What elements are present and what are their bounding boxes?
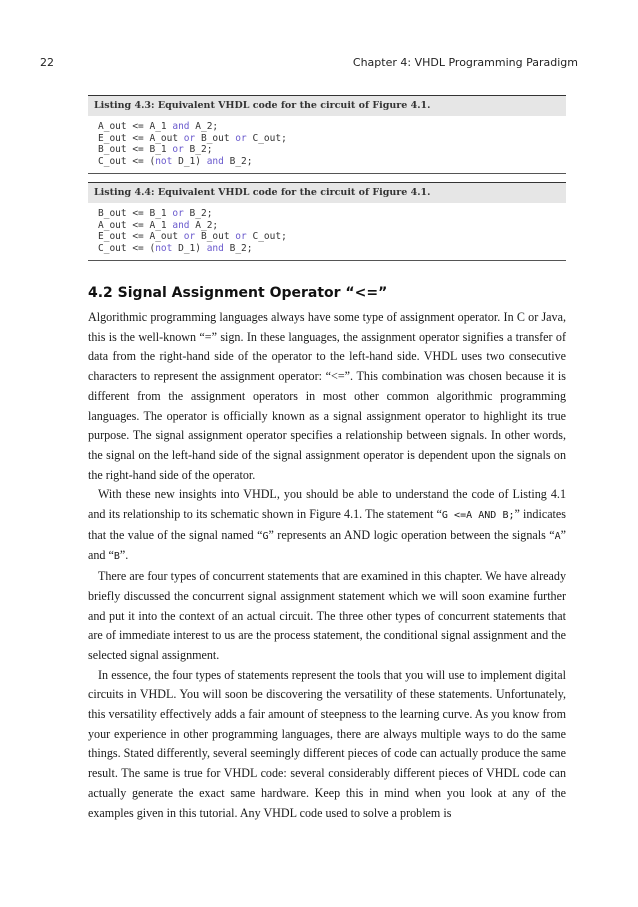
code-line [98, 243, 556, 255]
page-number: 22 [40, 56, 54, 69]
text-run: There are four types of concurrent statements that are examined in this chapter. We have already briefly discussed the concurrent signal assignment statement which we will soon examine further and put it into the context of an actual circuit. The three other types of concurrent statements that are of immediate interest to us are the process statement, the conditional signal assignment and the selected signal assignment. [88, 569, 566, 662]
page-header [40, 56, 578, 69]
code-text: B_2; [183, 208, 213, 219]
section-heading: 4.2 Signal Assignment Operator “<=” [88, 285, 388, 301]
code-keyword: or [172, 144, 184, 155]
code-text: C_out; [246, 231, 287, 242]
code-text: C_out <= ( [98, 155, 156, 167]
code-keyword: and [206, 155, 224, 167]
code-text: C_out <= ( [98, 242, 156, 254]
paragraph [88, 308, 566, 485]
code-line [98, 133, 556, 145]
code-keyword: not [155, 155, 173, 167]
text-run: ” represents an AND logic operation between the signals “ [268, 527, 555, 542]
code-text: B_2; [223, 155, 253, 167]
code-text: B_out [195, 231, 236, 242]
code-keyword: or [183, 231, 196, 242]
paragraph [88, 485, 566, 567]
code-block [88, 203, 566, 260]
code-text: D_1) [172, 242, 207, 254]
code-line [98, 220, 556, 232]
code-text: A_out <= A_1 [98, 121, 173, 132]
text-run: ” and “ [88, 527, 567, 563]
code-text: E_out <= A_out [98, 231, 184, 242]
code-text: E_out <= A_out [98, 132, 184, 144]
code-block [88, 116, 566, 173]
code-line [98, 231, 556, 243]
code-keyword: and [172, 121, 190, 132]
paragraph [88, 666, 566, 824]
code-keyword: or [183, 132, 196, 144]
text-run: Algorithmic programming languages always have some type of assignment operator. In C or Java, this is the well-known “=” sign. In these languages, the assignment operator signifies a transfer of data from the right-hand side of the operator to the left-hand side. VHDL uses two consecutive characters to represent the assignment operator: “<=”. This combination was chosen because it is different from the assignment operators in most other common algorithmic programming languages. The operator is officially known as a signal assignment operator to highlight its true purpose. The signal assignment operator specifies a relationship between signals. In other words, the signal on the left-hand side of the signal assignment operator is dependent upon the signals on the right-hand side of the operator. [88, 310, 566, 482]
text-run: With these new insights into VHDL, you should be able to understand the code of Listing 4.1 and its relationship to its schematic shown in Figure 4.1. The statement “ [88, 487, 566, 522]
code-text: B_out <= B_1 [98, 144, 173, 155]
code-text: B_out <= B_1 [98, 208, 173, 219]
inline-code: B [113, 551, 120, 563]
code-text: A_2; [189, 219, 219, 231]
code-line [98, 121, 556, 133]
code-keyword: and [172, 219, 190, 231]
text-run: ”. [119, 548, 129, 563]
code-listing [88, 182, 566, 261]
code-text: B_2; [183, 144, 213, 155]
code-line [98, 156, 556, 168]
code-text: D_1) [172, 155, 207, 167]
inline-code: G [262, 530, 269, 542]
text-run: ” indicates that the value of the signal named “ [88, 507, 566, 542]
text-run: In essence, the four types of statements represent the tools that you will use to implement digital circuits in VHDL. You will soon be discovering the versatility of these statements. Unfortunately, this versatility effectively adds a fair amount of steepness to the learning curve. As you know from your experience in other programming languages, there are always multiple ways to do the same things. Stated differently, several seemingly different pieces of code can actually produce the same result. The same is true for VHDL code: several considerably different pieces of VHDL code can actually generate the exact same hardware. Keep this in mind when you look at any of the examples given in this tutorial. Any VHDL code used to solve a problem is [88, 667, 566, 820]
paragraph [88, 567, 566, 666]
inline-code: A [554, 530, 561, 542]
listing-caption: Listing 4.3: Equivalent VHDL code for the circuit of Figure 4.1. [88, 95, 566, 116]
code-line [98, 208, 556, 220]
code-keyword: and [206, 242, 224, 254]
listing-caption: Listing 4.4: Equivalent VHDL code for the circuit of Figure 4.1. [88, 182, 566, 203]
body-text [88, 308, 566, 823]
code-keyword: or [235, 132, 247, 144]
chapter-title: Chapter 4: VHDL Programming Paradigm [352, 56, 578, 69]
inline-code: G <=A AND B; [441, 510, 515, 522]
code-text: B_out [195, 132, 236, 144]
code-text: A_2; [189, 121, 219, 132]
code-keyword: not [155, 242, 173, 254]
code-line [98, 144, 556, 156]
code-keyword: or [172, 208, 184, 219]
code-text: A_out <= A_1 [98, 219, 173, 231]
code-keyword: or [235, 231, 247, 242]
code-text: B_2; [223, 242, 253, 254]
code-text: C_out; [246, 132, 287, 144]
code-listing [88, 95, 566, 174]
